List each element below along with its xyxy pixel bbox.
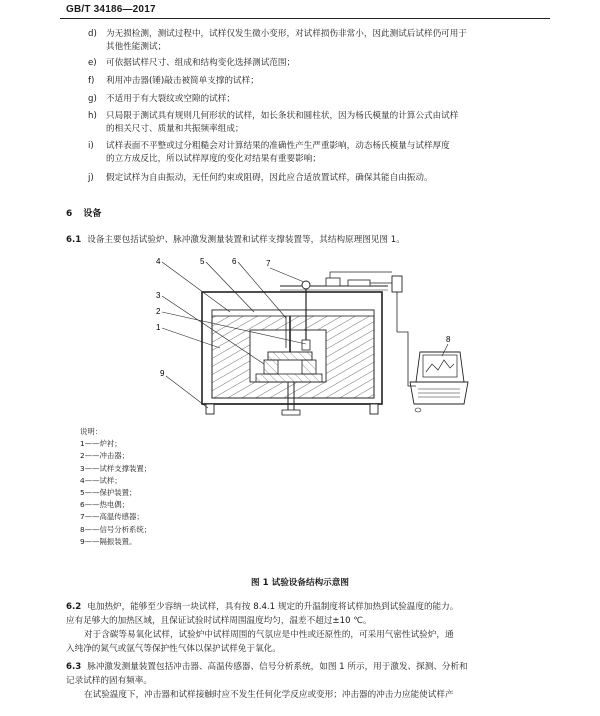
isolation-base bbox=[282, 410, 300, 415]
clause-text-line-3: 在试验温度下，冲击器和试样接触时应不发生任何化学反应或变形；冲击器的冲击力应能使试样产 bbox=[84, 690, 454, 700]
list-marker: g) bbox=[88, 94, 97, 104]
list-marker: d) bbox=[88, 29, 97, 39]
impactor-head bbox=[302, 340, 310, 350]
callout-5: 5 bbox=[200, 257, 205, 266]
test-specimen bbox=[268, 352, 312, 360]
support-base bbox=[256, 374, 322, 382]
legend-item-6: 6——热电偶； bbox=[80, 500, 130, 510]
list-marker: i) bbox=[88, 141, 94, 151]
list-item-i bbox=[90, 140, 560, 166]
clause-number: 6.3 bbox=[66, 662, 82, 672]
list-marker: f) bbox=[88, 76, 95, 86]
section-heading bbox=[66, 206, 101, 219]
list-text: 其他性能测试； bbox=[106, 42, 167, 52]
list-text: 的立方成反比，所以试样厚度的变化对结果有重要影响； bbox=[106, 154, 321, 164]
callout-4: 4 bbox=[156, 257, 161, 266]
protective-device bbox=[212, 310, 374, 316]
clause-number: 6.1 bbox=[66, 235, 82, 245]
list-text: 只局限于测试具有规则几何形状的试样，如长条状和圆柱状，因为杨氏模量的计算公式由试样 bbox=[106, 111, 459, 121]
paragraph-6-2 bbox=[66, 600, 550, 656]
clause-text: 设备主要包括试验炉、脉冲激发测量装置和试样支撑装置等，其结构原理图见图 1。 bbox=[87, 235, 405, 245]
callout-9: 9 bbox=[160, 369, 165, 378]
list-item-f bbox=[90, 75, 560, 88]
section-number: 6 bbox=[66, 209, 73, 219]
paragraph-6-3 bbox=[66, 660, 550, 702]
callout-3: 3 bbox=[156, 291, 161, 300]
list-item-h bbox=[90, 110, 560, 136]
list-text: 可依据试样尺寸、组成和结构变化选择测试范围； bbox=[106, 58, 296, 68]
impactor-pivot bbox=[302, 281, 310, 289]
list-marker: e) bbox=[88, 58, 97, 68]
callout-6: 6 bbox=[232, 257, 237, 266]
specimen-support-right bbox=[302, 360, 316, 374]
list-item-j bbox=[90, 172, 560, 185]
list-marker: h) bbox=[88, 111, 97, 121]
list-text: 假定试样为自由振动，无任何约束或阻碍，因此应合适放置试样，确保其能自由振动。 bbox=[106, 173, 433, 183]
clause-text-line-4: 入纯净的氮气或氩气等保护性气体以保护试样免于氧化。 bbox=[66, 644, 281, 654]
apparatus-figure bbox=[130, 252, 470, 422]
list-item-g bbox=[90, 93, 560, 106]
paragraph-6-1 bbox=[66, 233, 550, 247]
list-item-e bbox=[90, 57, 560, 70]
legend-item-3: 3——试样支撑装置； bbox=[80, 463, 152, 473]
signal-analysis-laptop bbox=[410, 352, 468, 412]
clause-text-line-2: 应有足够大的加热区域，且保证试验时试样周围温度均匀，温差不超过±10 ℃。 bbox=[66, 616, 372, 626]
callout-7: 7 bbox=[266, 259, 271, 268]
section-title: 设备 bbox=[83, 209, 102, 219]
clause-text-line-2: 记录试样的固有频率。 bbox=[66, 676, 152, 686]
standard-number: GB/T 34186—2017 bbox=[66, 4, 156, 15]
list-item-d bbox=[90, 28, 560, 54]
header-rule bbox=[60, 18, 550, 19]
callout-8: 8 bbox=[446, 335, 451, 344]
legend-title: 说明： bbox=[80, 427, 103, 436]
legend-item-9: 9——隔振装置。 bbox=[80, 536, 137, 546]
list-text: 为无损检测，测试过程中，试样仅发生微小变形，对试样损伤非常小，因此测试后试样仍可用于 bbox=[106, 29, 467, 39]
isolation-foot-left bbox=[206, 404, 214, 414]
list-text: 不适用于有大裂纹或空隙的试样； bbox=[106, 94, 235, 104]
sensor-mount bbox=[392, 276, 402, 292]
callout-1: 1 bbox=[156, 323, 161, 332]
legend-item-1: 1——炉衬； bbox=[80, 439, 122, 449]
list-text: 利用冲击器(锤)敲击被简单支撑的试样； bbox=[106, 76, 259, 86]
isolation-foot-right bbox=[370, 404, 378, 414]
legend-item-4: 4——试样； bbox=[80, 475, 122, 485]
figure-caption: 图 1 试验设备结构示意图 bbox=[251, 578, 349, 588]
high-temp-sensor bbox=[326, 278, 340, 286]
clause-number: 6.2 bbox=[66, 602, 82, 612]
clause-text-line-1: 脉冲激发测量装置包括冲击器、高温传感器、信号分析系统，如图 1 所示，用于激发、探测、分析和 bbox=[87, 662, 468, 672]
legend-item-2: 2——冲击器； bbox=[80, 451, 130, 461]
legend-item-5: 5——保护装置； bbox=[80, 488, 137, 498]
legend-item-8: 8——信号分析系统； bbox=[80, 524, 152, 534]
clause-text-line-1: 电加热炉，能够至少容纳一块试样，具有按 8.4.1 规定的升温制度将试样加热到试验温度的能力。 bbox=[87, 602, 459, 612]
specimen-support-left bbox=[264, 360, 278, 374]
list-text: 试样表面不平整或过分粗糙会对计算结果的准确性产生严重影响，动态杨氏模量与试样厚度 bbox=[106, 141, 450, 151]
figure-legend bbox=[80, 426, 151, 548]
callout-2: 2 bbox=[156, 307, 161, 316]
list-marker: j) bbox=[88, 173, 94, 183]
list-text: 的相关尺寸、质量和共振频率组成； bbox=[106, 124, 244, 134]
legend-item-7: 7——高温传感器； bbox=[80, 512, 144, 522]
clause-text-line-3: 对于含碳等易氧化试样，试验炉中试样周围的气氛应是中性或还原性的，可采用气密性试验炉，通 bbox=[84, 630, 454, 640]
